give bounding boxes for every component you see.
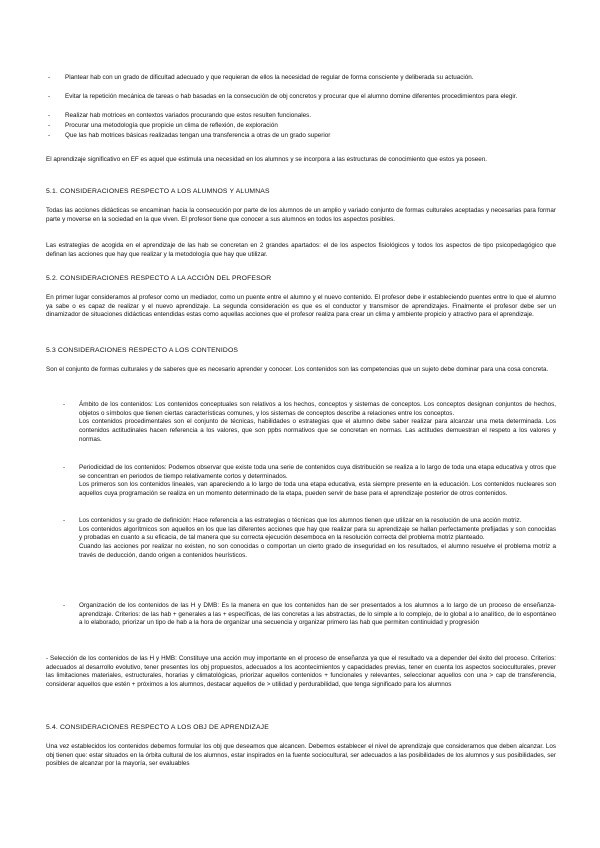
list-item: - Plantear hab con un grado de dificultad adecuado y que requieran de ellos la necesidad de regular de forma consciente y deliberada su actuación. (48, 74, 474, 81)
bullet-dash: - (48, 122, 51, 129)
list-item: - Los contenidos y su grado de definición: Hace referencia a las estrategias o técnicas que los alumnos tienen que utilizar en la resolución de una acción motriz. Los contenidos algorítmicos son aquellos en los que las diferentes acciones que hay que realizar para su aprendizaje se hallan perfectamente prefijadas y son conocidas y probadas en cuanto a su eficacia, de tal manera que su correcta ejecución desemboca en la resolución correcta del problema motriz planteado. Cuando las acciones por realizar no existen, no son conocidas o comportan un cierto grado de inseguridad en los resultados, el alumno resuelve el problema motriz a través de deducción, dando origen a contenidos heurísticos. (63, 517, 556, 559)
bullet-dash: - (48, 132, 51, 139)
paragraph: - Selección de los contenidos de las H y HMB: Constituye una acción muy importante en el proceso de enseñanza ya que el resultado va a depender del éxito del proceso. Criterios: adecuados al desarrollo evolutivo, tener presentes los obj propuestos, adecuados a los acontecimientos y capacidades previas, tener en cuenta los aspectos socioculturales, prever las limitaciones materiales, estructurales, horarias y climatológicas, priorizar aquellos contenidos + funcionales y relevantes, seleccionar aquellos con una > cap de transferencia, considerar aquellos que estén + próximos a los alumnos, destacar aquellos de > utilidad y perdurabilidad, que tenga significado para los alumnos (46, 655, 556, 689)
section-heading: 5.2. CONSIDERACIONES RESPECTO A LA ACCIÓN DEL PROFESOR (46, 275, 272, 282)
bullet-dash: - (48, 112, 51, 119)
list-item: - Procurar una metodología que propicie un clima de reflexión, de exploración (48, 122, 278, 129)
list-item: - Realizar hab motrices en contextos variados procurando que estos resulten funcionales. (48, 112, 312, 119)
intro-paragraph: El aprendizaje significativo en EF es aquel que estimula una necesidad en los alumnos y se incorpora a las estructuras de conocimiento que estos ya poseen. (46, 156, 488, 163)
bullet-dash: - (48, 74, 51, 81)
list-item: - Periodicidad de los contenidos: Podemos observar que existe toda una serie de contenidos cuya distribución se realiza a lo largo de toda una etapa educativa y otros que se concentran en periodos de tiempo relativamente cortos y determinados. Los primeros son los contenidos lineales, van apareciendo a lo largo de toda una etapa educativa, esta siempre presente en la educación. Los contenidos nucleares son aquellos cuya programación se realiza en un momento determinado de la etapa, pueden servir de base para el aprendizaje posterior de otros contenidos. (63, 464, 556, 498)
section-heading: 5.3 CONSIDERACIONES RESPECTO A LOS CONTENIDOS (46, 347, 239, 354)
bullet-dash: - (63, 464, 66, 471)
list-item: - Ámbito de los contenidos: Los contenidos conceptuales son relativos a los hechos, conceptos y sistemas de conceptos. Los conceptos designan conjuntos de hechos, objetos o símbolos que tienen ciertas características comunes, y los sistemas de conceptos describe a relaciones entre los conceptos. Los contenidos procedimentales son el conjunto de técnicas, habilidades o estrategias que el alumno debe saber realizar para alcanzar una meta determinada. Los contenidos actitudinales hacen referencia a los valores, que son ppbs normativos que se concretan en normas. Las actitudes demuestran el respeto a los valores y normas. (63, 401, 556, 443)
bullet-dash: - (63, 517, 66, 524)
paragraph: Una vez establecidos los contenidos debemos formular los obj que deseamos que alcancen. Debemos establecer el nivel de aprendizaje que consideramos que deben alcanzar. Los obj tienen que: estar situados en la órbita cultural de los alumnos, estar inspirados en la fuente sociocultural, ser adecuados a las posibilidades de los alumnos y sus posibilidades, ser posibles de alcanzar por la mayoría, ser evaluables (46, 743, 556, 768)
list-item: - Que las hab motrices básicas realizadas tengan una transferencia a otras de un grado superior (48, 132, 331, 139)
paragraph: Las estrategias de acogida en el aprendizaje de las hab se concretan en 2 grandes apartados: el de los aspectos fisiológicos y todos los aspectos de tipo psicopedagógico que definan las acciones que hay que realizar y la metodología que hay que utilizar. (46, 242, 556, 258)
section-heading: 5.1. CONSIDERACIONES RESPECTO A LOS ALUMNOS Y ALUMNAS (46, 188, 270, 195)
paragraph: Todas las acciones didácticas se encaminan hacia la consecución por parte de los alumnos de un amplio y variado conjunto de formas culturales aceptadas y necesarias para formar parte y moverse en la sociedad en la que viven. El profesor tiene que conocer a sus alumnos en todos los aspectos posibles. (46, 207, 556, 223)
paragraph: Son el conjunto de formas culturales y de saberes que es necesario aprender y conocer. Los contenidos son las competencias que un sujeto debe dominar para una cosa concreta. (46, 366, 549, 373)
bullet-dash: - (63, 602, 66, 609)
list-item: - Evitar la repetición mecánica de tareas o hab basadas en la consecución de obj concretos y procurar que el alumno domine diferentes procedimientos para elegir. (48, 93, 518, 100)
section-heading: 5.4. CONSIDERACIONES RESPECTO A LOS OBJ DE APRENDIZAJE (46, 724, 269, 731)
bullet-dash: - (63, 401, 66, 408)
bullet-dash: - (48, 93, 51, 100)
list-item: - Organización de los contenidos de las H y DMB: Es la manera en que los contenidos han de ser presentados a los alumnos a lo largo de un proceso de enseñanza-aprendizaje. Criterios: de las hab + generales a las + específicas, de las concretas a las abstractas, de lo simple a lo complejo, de lo global a lo analítico, de lo espontáneo a lo elaborado, priorizar un tipo de hab a la hora de organizar una secuencia y organizar primero las hab que permiten continuidad y progresión (63, 602, 556, 627)
paragraph: En primer lugar consideramos al profesor como un mediador, como un puente entre el alumno y el nuevo contenido. El profesor debe ir estableciendo puentes entre lo que el alumno ya sabe o es capaz de realizar y el nuevo aprendizaje. La segunda consideración es que es el conductor y transmisor de aprendizajes. Finalmente el profesor debe ser un dinamizador de situaciones didácticas entendidas estas como aquellas acciones que el profesor realiza para crear un clima y ambiente propicio y atractivo para el aprendizaje. (46, 294, 556, 319)
